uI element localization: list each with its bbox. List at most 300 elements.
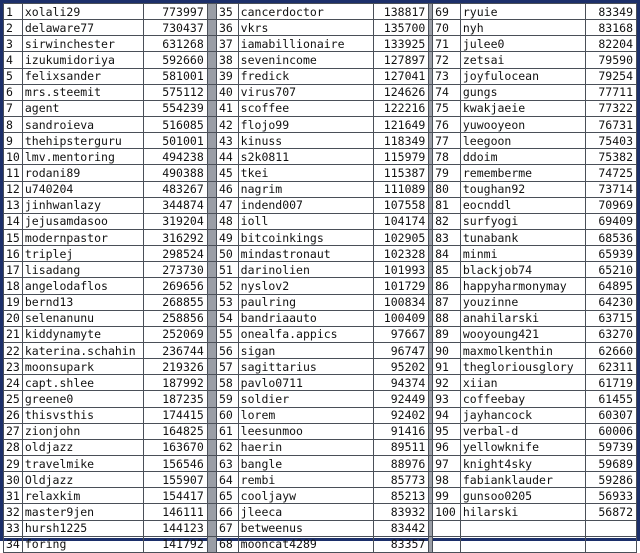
table-row [4,4,637,20]
column-separator [207,197,216,213]
username-cell: lisadang [22,262,143,278]
value-cell: 79254 [585,68,636,84]
rank-cell: 23 [4,359,23,375]
rank-cell: 43 [216,133,238,149]
value-cell: 252069 [144,326,207,342]
value-cell: 83357 [374,536,429,552]
ranking-table [3,3,637,553]
value-cell: 76731 [585,116,636,132]
value-cell: 118349 [374,133,429,149]
value-cell: 85213 [374,488,429,504]
username-cell: sagittarius [238,359,373,375]
rank-cell: 83 [433,229,461,245]
rank-cell: 85 [433,262,461,278]
username-cell: mindastronaut [238,246,373,262]
username-cell: thegloriousglory [460,359,585,375]
rank-cell [433,520,461,536]
value-cell: 83349 [585,4,636,20]
column-separator [207,488,216,504]
rank-cell: 58 [216,375,238,391]
value-cell: 122216 [374,100,429,116]
username-cell: xolali29 [22,4,143,20]
value-cell: 75382 [585,149,636,165]
rank-cell: 8 [4,116,23,132]
username-cell: cancerdoctor [238,4,373,20]
username-cell: yuwooyeon [460,116,585,132]
username-cell: anahilarski [460,310,585,326]
column-separator [207,504,216,520]
username-cell: kinuss [238,133,373,149]
value-cell: 85773 [374,472,429,488]
value-cell: 146111 [144,504,207,520]
rank-cell: 56 [216,342,238,358]
value-cell: 144123 [144,520,207,536]
column-separator [207,149,216,165]
rank-cell: 44 [216,149,238,165]
value-cell: 115387 [374,165,429,181]
column-separator [207,52,216,68]
value-cell: 730437 [144,20,207,36]
username-cell: tunabank [460,229,585,245]
rank-cell: 36 [216,20,238,36]
value-cell: 133925 [374,36,429,52]
value-cell: 187235 [144,391,207,407]
rank-cell: 68 [216,536,238,552]
rank-cell: 76 [433,116,461,132]
value-cell: 268855 [144,294,207,310]
column-separator [207,472,216,488]
rank-cell: 3 [4,36,23,52]
rank-cell: 31 [4,488,23,504]
table-row [4,52,637,68]
value-cell: 163670 [144,439,207,455]
value-cell: 65210 [585,262,636,278]
column-separator [207,246,216,262]
value-cell: 319204 [144,213,207,229]
table-row [4,375,637,391]
rank-cell: 37 [216,36,238,52]
username-cell: zionjohn [22,423,143,439]
rank-cell: 74 [433,84,461,100]
rank-cell: 92 [433,375,461,391]
value-cell: 83932 [374,504,429,520]
table-row [4,262,637,278]
rank-cell: 17 [4,262,23,278]
rank-cell: 80 [433,181,461,197]
column-separator [207,439,216,455]
username-cell: travelmike [22,455,143,471]
value-cell: 124626 [374,84,429,100]
value-cell: 483267 [144,181,207,197]
rank-cell: 61 [216,423,238,439]
rank-cell: 49 [216,229,238,245]
value-cell: 138817 [374,4,429,20]
table-row [4,439,637,455]
username-cell: fredick [238,68,373,84]
rank-cell: 28 [4,439,23,455]
rank-cell: 50 [216,246,238,262]
value-cell: 581001 [144,68,207,84]
value-cell: 107558 [374,197,429,213]
column-separator [207,262,216,278]
username-cell: ddoim [460,149,585,165]
rank-cell: 18 [4,278,23,294]
username-cell: thisvsthis [22,407,143,423]
value-cell: 102328 [374,246,429,262]
rank-cell: 53 [216,294,238,310]
username-cell: s2k0811 [238,149,373,165]
value-cell: 154417 [144,488,207,504]
rank-cell: 26 [4,407,23,423]
username-cell: delaware77 [22,20,143,36]
value-cell: 575112 [144,84,207,100]
value-cell: 111089 [374,181,429,197]
rank-cell: 82 [433,213,461,229]
table-row [4,472,637,488]
rank-cell: 40 [216,84,238,100]
value-cell: 156546 [144,455,207,471]
rank-cell: 11 [4,165,23,181]
rank-cell: 72 [433,52,461,68]
rank-cell: 79 [433,165,461,181]
rank-cell: 84 [433,246,461,262]
username-cell: ioll [238,213,373,229]
rank-cell: 89 [433,326,461,342]
table-row [4,229,637,245]
column-separator [207,520,216,536]
username-cell [460,520,585,536]
table-row [4,536,637,552]
table-row [4,116,637,132]
table-row [4,294,637,310]
rank-cell: 7 [4,100,23,116]
value-cell: 97667 [374,326,429,342]
table-row [4,84,637,100]
column-separator [207,423,216,439]
table-row [4,149,637,165]
column-separator [207,181,216,197]
table-row [4,36,637,52]
rank-cell: 93 [433,391,461,407]
username-cell: bangle [238,455,373,471]
username-cell: virus707 [238,84,373,100]
username-cell: thehipsterguru [22,133,143,149]
username-cell: yellowknife [460,439,585,455]
value-cell: 127041 [374,68,429,84]
table-row [4,20,637,36]
username-cell: bandriaauto [238,310,373,326]
rank-cell: 46 [216,181,238,197]
rank-cell: 57 [216,359,238,375]
table-row [4,100,637,116]
column-separator [207,36,216,52]
value-cell: 77711 [585,84,636,100]
rank-cell: 98 [433,472,461,488]
rank-cell: 2 [4,20,23,36]
username-cell: gungs [460,84,585,100]
column-separator [207,294,216,310]
rank-cell [433,536,461,552]
username-cell: sigan [238,342,373,358]
rank-cell: 24 [4,375,23,391]
username-cell: gunsoo0205 [460,488,585,504]
rank-cell: 87 [433,294,461,310]
column-separator [207,229,216,245]
value-cell: 61455 [585,391,636,407]
username-cell: u740204 [22,181,143,197]
username-cell: verbal-d [460,423,585,439]
username-cell: rembi [238,472,373,488]
username-cell: surfyogi [460,213,585,229]
username-cell: jayhancock [460,407,585,423]
column-separator [207,375,216,391]
value-cell: 164825 [144,423,207,439]
rank-cell: 71 [433,36,461,52]
table-row [4,165,637,181]
username-cell: mooncat4289 [238,536,373,552]
value-cell: 75403 [585,133,636,149]
rank-cell: 13 [4,197,23,213]
username-cell: flojo99 [238,116,373,132]
username-cell: leegoon [460,133,585,149]
username-cell: fabianklauder [460,472,585,488]
rank-cell: 91 [433,359,461,375]
column-separator [207,326,216,342]
username-cell: bernd13 [22,294,143,310]
username-cell: darinolien [238,262,373,278]
value-cell: 298524 [144,246,207,262]
username-cell: xiian [460,375,585,391]
username-cell: sevenincome [238,52,373,68]
rank-cell: 48 [216,213,238,229]
rank-cell: 77 [433,133,461,149]
username-cell: katerina.schahin [22,342,143,358]
value-cell: 68536 [585,229,636,245]
value-cell: 70969 [585,197,636,213]
username-cell: kiddynamyte [22,326,143,342]
username-cell: izukumidoriya [22,52,143,68]
value-cell: 59689 [585,455,636,471]
value-cell: 344874 [144,197,207,213]
value-cell: 64895 [585,278,636,294]
username-cell: maxmolkenthin [460,342,585,358]
username-cell: jleeca [238,504,373,520]
table-row [4,278,637,294]
rank-cell: 33 [4,520,23,536]
rank-cell: 62 [216,439,238,455]
rank-cell: 14 [4,213,23,229]
username-cell: capt.shlee [22,375,143,391]
rank-cell: 29 [4,455,23,471]
column-separator [207,4,216,20]
rank-cell: 54 [216,310,238,326]
rank-cell: 66 [216,504,238,520]
table-row [4,68,637,84]
column-separator [207,536,216,552]
value-cell: 494238 [144,149,207,165]
rank-cell: 41 [216,100,238,116]
value-cell: 83168 [585,20,636,36]
value-cell: 62311 [585,359,636,375]
rank-cell: 6 [4,84,23,100]
value-cell: 316292 [144,229,207,245]
rank-cell: 60 [216,407,238,423]
value-cell: 121649 [374,116,429,132]
rank-cell: 5 [4,68,23,84]
value-cell: 88976 [374,455,429,471]
rank-cell: 51 [216,262,238,278]
value-cell: 554239 [144,100,207,116]
username-cell: angelodaflos [22,278,143,294]
column-separator [207,68,216,84]
username-cell: tkei [238,165,373,181]
username-cell: greene0 [22,391,143,407]
rank-cell: 16 [4,246,23,262]
username-cell: wooyoung421 [460,326,585,342]
column-separator [207,100,216,116]
value-cell: 102905 [374,229,429,245]
username-cell: agent [22,100,143,116]
value-cell: 63270 [585,326,636,342]
value-cell: 60307 [585,407,636,423]
username-cell: iamabillionaire [238,36,373,52]
rank-cell: 90 [433,342,461,358]
value-cell: 141792 [144,536,207,552]
username-cell: toughan92 [460,181,585,197]
value-cell: 73714 [585,181,636,197]
value-cell: 82204 [585,36,636,52]
value-cell: 501001 [144,133,207,149]
rank-cell: 55 [216,326,238,342]
column-separator [207,116,216,132]
table-row [4,246,637,262]
value-cell: 59286 [585,472,636,488]
value-cell: 127897 [374,52,429,68]
username-cell: mrs.steemit [22,84,143,100]
value-cell: 96747 [374,342,429,358]
username-cell: ryuie [460,4,585,20]
rank-cell: 35 [216,4,238,20]
username-cell: knight4sky [460,455,585,471]
column-separator [207,133,216,149]
value-cell: 100409 [374,310,429,326]
table-row [4,407,637,423]
username-cell: joyfulocean [460,68,585,84]
rank-cell: 47 [216,197,238,213]
rank-cell: 45 [216,165,238,181]
table-row [4,197,637,213]
rank-cell: 59 [216,391,238,407]
value-cell: 236744 [144,342,207,358]
rank-cell: 34 [4,536,23,552]
value-cell: 56872 [585,504,636,520]
value-cell: 92449 [374,391,429,407]
username-cell [460,536,585,552]
username-cell: leesunmoo [238,423,373,439]
column-separator [207,213,216,229]
value-cell: 61719 [585,375,636,391]
username-cell: jejusamdasoo [22,213,143,229]
value-cell: 135700 [374,20,429,36]
username-cell: relaxkim [22,488,143,504]
rank-cell: 63 [216,455,238,471]
value-cell: 273730 [144,262,207,278]
username-cell: felixsander [22,68,143,84]
username-cell: onealfa.appics [238,326,373,342]
username-cell: hilarski [460,504,585,520]
table-row [4,455,637,471]
rank-cell: 9 [4,133,23,149]
table-row [4,310,637,326]
rank-cell: 75 [433,100,461,116]
username-cell: minmi [460,246,585,262]
value-cell: 62660 [585,342,636,358]
rank-cell: 96 [433,439,461,455]
rank-cell: 73 [433,68,461,84]
value-cell [585,536,636,552]
value-cell: 69409 [585,213,636,229]
value-cell: 64230 [585,294,636,310]
value-cell: 65939 [585,246,636,262]
value-cell: 269656 [144,278,207,294]
username-cell: modernpastor [22,229,143,245]
value-cell: 174415 [144,407,207,423]
username-cell: lmv.mentoring [22,149,143,165]
column-separator [207,84,216,100]
rank-cell: 21 [4,326,23,342]
username-cell: hursh1225 [22,520,143,536]
username-cell: youzinne [460,294,585,310]
value-cell: 63715 [585,310,636,326]
column-separator [207,455,216,471]
username-cell: vkrs [238,20,373,36]
value-cell: 115979 [374,149,429,165]
username-cell: Oldjazz [22,472,143,488]
table-row [4,359,637,375]
rank-cell: 15 [4,229,23,245]
username-cell: sirwinchester [22,36,143,52]
rank-cell: 30 [4,472,23,488]
column-separator [207,407,216,423]
rank-cell: 38 [216,52,238,68]
username-cell: lorem [238,407,373,423]
value-cell: 83442 [374,520,429,536]
value-cell: 60006 [585,423,636,439]
table-row [4,391,637,407]
value-cell: 100834 [374,294,429,310]
username-cell: indend007 [238,197,373,213]
username-cell: blackjob74 [460,262,585,278]
rank-cell: 70 [433,20,461,36]
table-row [4,133,637,149]
value-cell: 92402 [374,407,429,423]
value-cell: 773997 [144,4,207,20]
table-row [4,326,637,342]
rank-cell: 52 [216,278,238,294]
username-cell: coffeebay [460,391,585,407]
table-row [4,342,637,358]
value-cell: 187992 [144,375,207,391]
username-cell: oldjazz [22,439,143,455]
value-cell: 77322 [585,100,636,116]
username-cell: zetsai [460,52,585,68]
value-cell: 516085 [144,116,207,132]
rank-cell: 95 [433,423,461,439]
value-cell: 258856 [144,310,207,326]
rank-cell: 1 [4,4,23,20]
value-cell: 490388 [144,165,207,181]
username-cell: nagrim [238,181,373,197]
